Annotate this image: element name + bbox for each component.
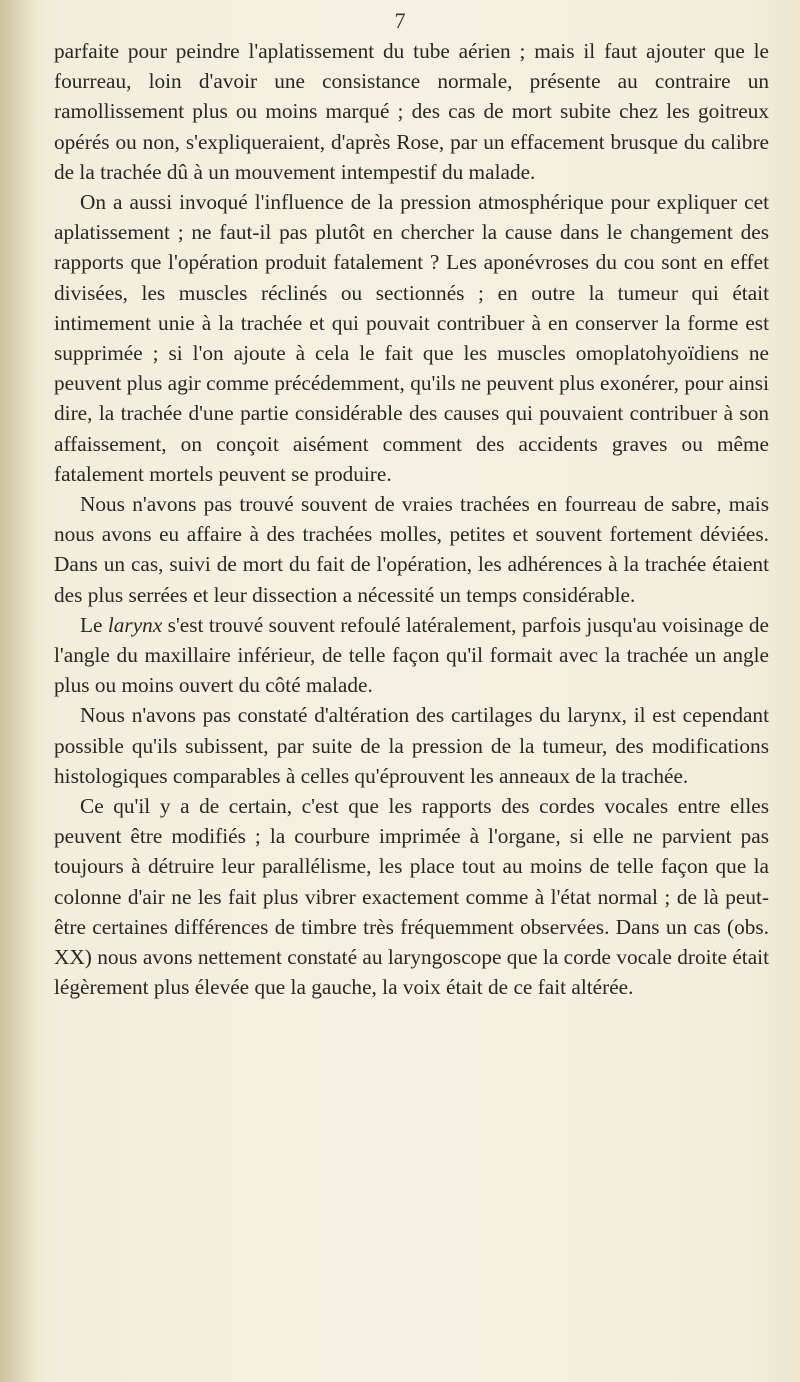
binding-shadow bbox=[0, 0, 36, 1382]
paragraph-cartilages: Nous n'avons pas constaté d'altération des cartilages du larynx, il est cependant possible qu'ils subissent, par suite de la pression de la tumeur, des modifications histologiques comparables à celles qu'éprouvent les anneaux de la trachée. bbox=[54, 703, 769, 788]
paragraph-atmospheric-pressure: On a aussi invoqué l'influence de la pression atmosphérique pour expliquer cet aplatissement ; ne faut-il pas plutôt en chercher la cause dans le changement des rapports que l'opération produit fatalement ? Les aponévroses du cou sont en effet divisées, les muscles réclinés ou sectionnés ; en outre la tumeur qui était intimement unie à la trachée et qui pouvait contribuer à en conserver la forme est supprimée ; si l'on ajoute à cela le fait que les muscles omoplatohyoïdiens ne peuvent plus agir comme précédemment, qu'ils ne peuvent plus exonérer, pour ainsi dire, la trachée d'une partie considérable des causes qui pouvaient contribuer à son affaissement, on conçoit aisément comment des accidents graves ou même fatalement mortels peuvent se produire. bbox=[54, 190, 769, 486]
larynx-lead: Le bbox=[80, 612, 103, 637]
paragraph-continuation: parfaite pour peindre l'aplatissement du tube aérien ; mais il faut ajouter que le fourreau, loin d'avoir une consistance normale, présente au contraire un ramollissement plus ou moins marqué ; des cas de mort subite chez les goitreux opérés ou non, s'expliqueraient, d'après Rose, par un effacement brusque du calibre de la trachée dû à un mouvement intempestif du malade. bbox=[54, 39, 769, 184]
paragraph-soft-tracheas: Nous n'avons pas trouvé souvent de vraies trachées en fourreau de sabre, mais nous avons eu affaire à des trachées molles, petites et souvent fortement déviées. Dans un cas, suivi de mort du fait de l'opération, les adhérences à la trachée étaient des plus serrées et leur dissection a nécessité un temps considérable. bbox=[54, 492, 769, 607]
page-number: 7 bbox=[394, 8, 406, 33]
paragraph-larynx bbox=[54, 610, 769, 701]
larynx-term: larynx bbox=[107, 612, 163, 637]
body-text bbox=[54, 36, 769, 1003]
larynx-text: s'est trouvé souvent refoulé latéralement, parfois jusqu'au voisinage de l'angle du maxillaire inférieur, de telle façon qu'il formait avec la trachée un angle plus ou moins ouvert du côté malade. bbox=[54, 612, 769, 698]
paragraph-vocal-cords: Ce qu'il y a de certain, c'est que les rapports des cordes vocales entre elles peuvent être modifiés ; la courbure imprimée à l'organe, si elle ne parvient pas toujours à détruire leur parallélisme, les place tout au moins de telle façon que la colonne d'air ne les fait plus vibrer exactement comme à l'état normal ; de là peut-être certaines différences de timbre très fréquemment observées. Dans un cas (obs. XX) nous avons nettement constaté au laryngoscope que la corde vocale droite était légèrement plus élevée que la gauche, la voix était de ce fait altérée. bbox=[54, 794, 769, 1000]
